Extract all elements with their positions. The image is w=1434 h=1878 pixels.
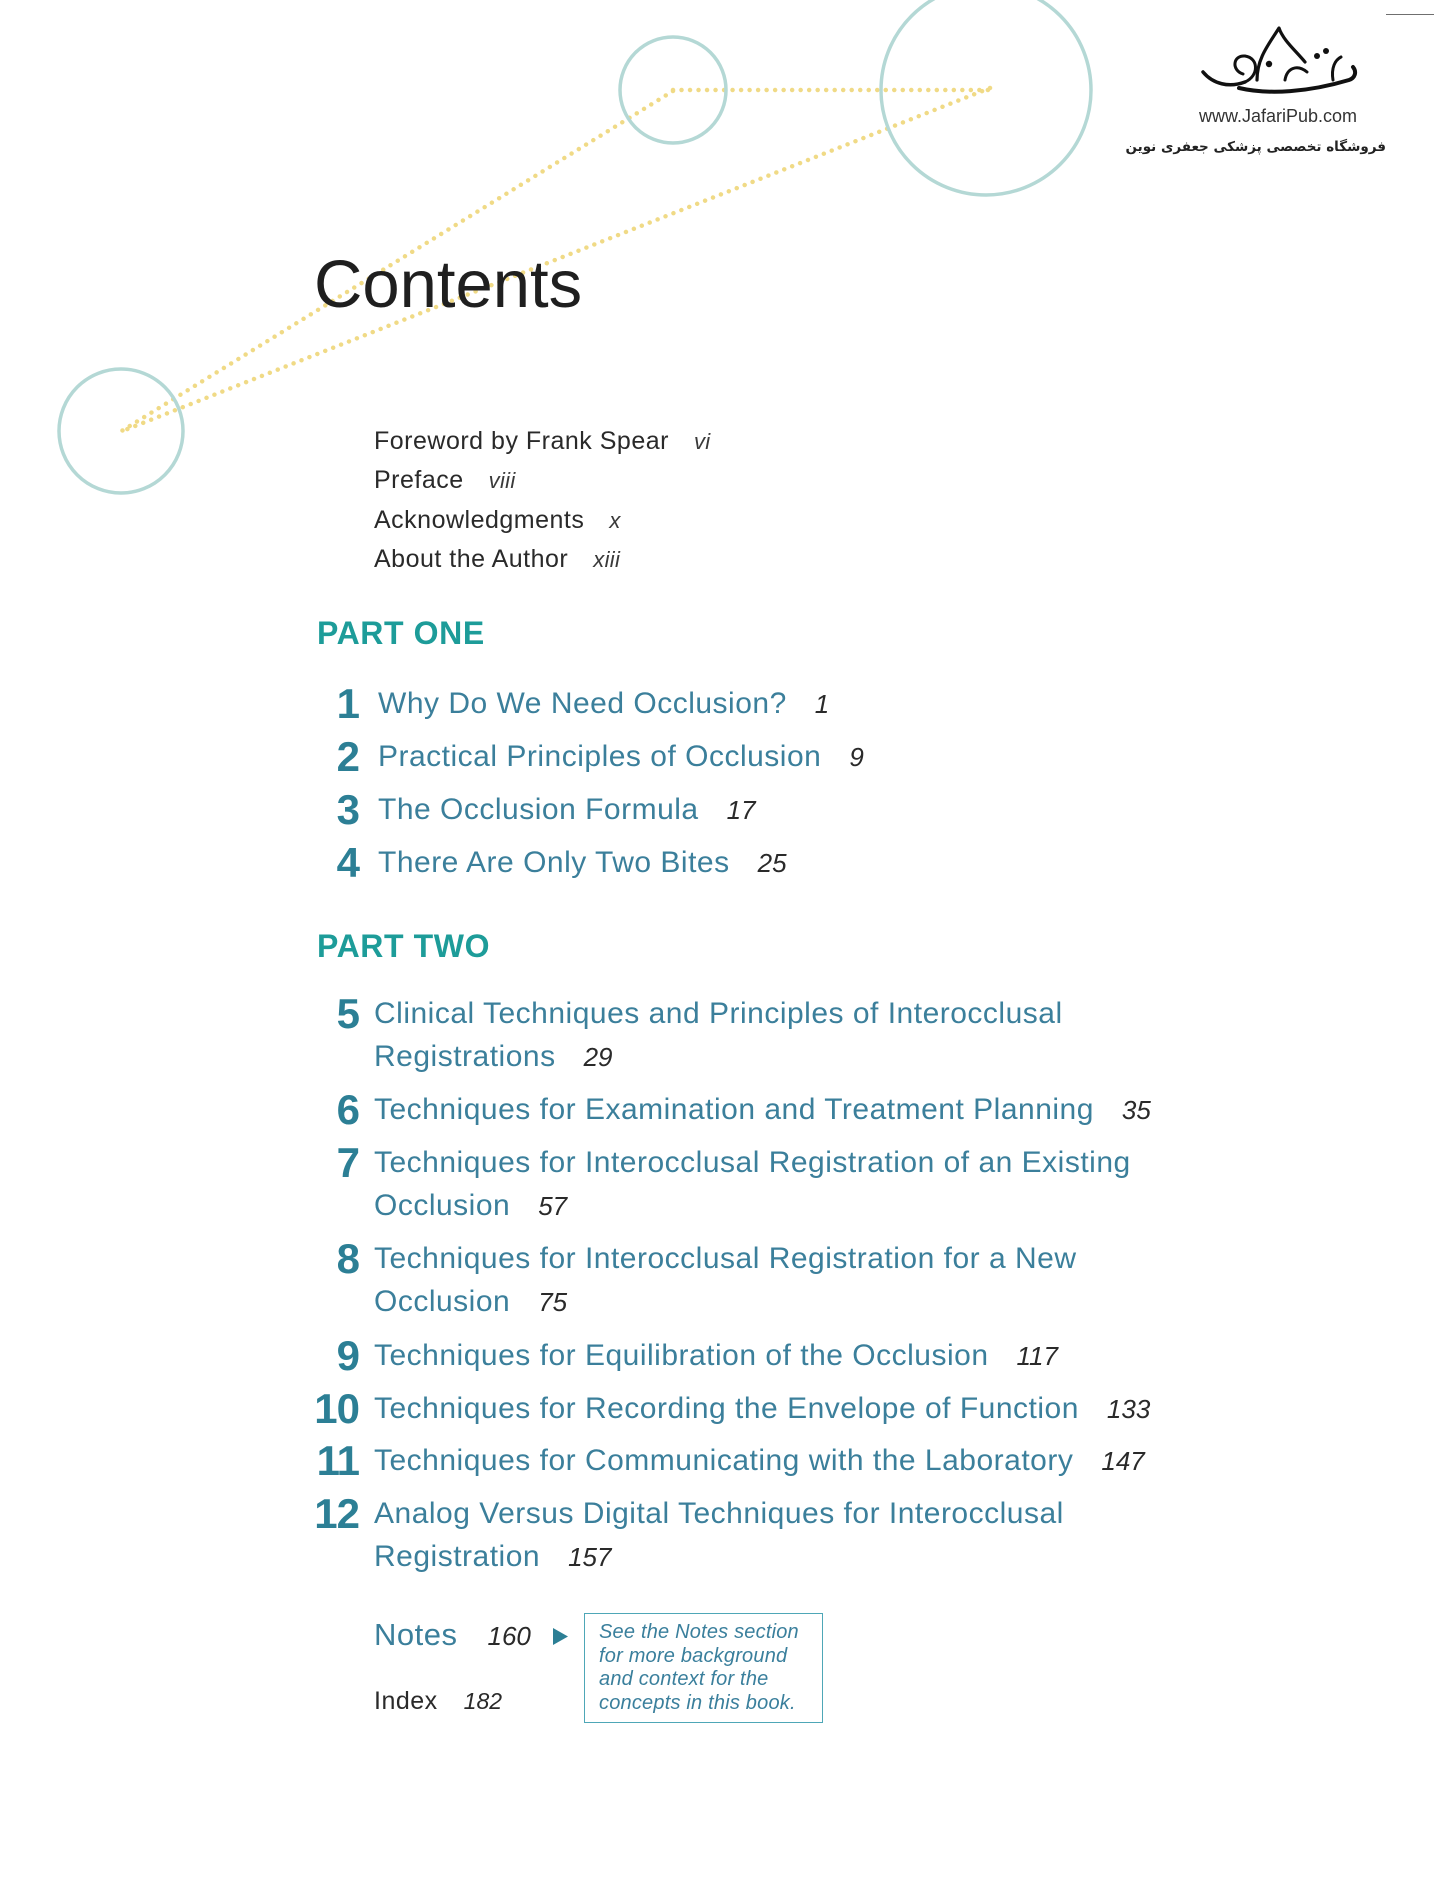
chapter-title-text: Practical Principles of Occlusion bbox=[378, 740, 822, 773]
chapter-title-line: Techniques for Interocclusal Registration of an Existing bbox=[374, 1146, 1131, 1179]
notes-entry bbox=[374, 1615, 531, 1656]
callout-line: and context for the bbox=[599, 1668, 769, 1690]
front-matter-item bbox=[374, 501, 710, 540]
chapter-number: 5 bbox=[336, 990, 359, 1037]
chapter-title-line bbox=[374, 1088, 1151, 1132]
chapter-title bbox=[374, 1141, 1131, 1228]
decorative-ring bbox=[881, 0, 1091, 195]
front-matter-page: xiii bbox=[593, 546, 621, 572]
chapter-title-text: Techniques for Equilibration of the Occlusion bbox=[374, 1339, 989, 1372]
chapter-entry bbox=[0, 1139, 1434, 1222]
chapter-page: 117 bbox=[1016, 1341, 1058, 1371]
chapter-title-line bbox=[374, 1184, 1131, 1228]
chapter-title-line bbox=[378, 682, 829, 726]
chapter-number: 9 bbox=[336, 1332, 359, 1379]
chapter-title-line bbox=[374, 1334, 1058, 1378]
chapter-title bbox=[374, 1387, 1150, 1431]
chapter-title bbox=[378, 682, 829, 726]
notes-page: 160 bbox=[487, 1621, 531, 1651]
notes-label: Notes bbox=[374, 1617, 458, 1652]
chapter-title bbox=[374, 1237, 1077, 1324]
chapter-entry bbox=[0, 841, 1434, 884]
chapter-number: 7 bbox=[336, 1139, 359, 1186]
chapter-title bbox=[374, 992, 1063, 1079]
chapter-title-line bbox=[378, 735, 864, 779]
chapter-entry bbox=[0, 1235, 1434, 1318]
chapter-title-line bbox=[378, 788, 756, 832]
chapter-title bbox=[378, 841, 787, 885]
chapter-title-line: Analog Versus Digital Techniques for Interocclusal bbox=[374, 1497, 1064, 1530]
chapter-title-line: Clinical Techniques and Principles of Interocclusal bbox=[374, 997, 1063, 1030]
publisher-tagline: فروشگاه تخصصی پزشکی جعفری نوین bbox=[1125, 139, 1386, 155]
chapter-title-line: Techniques for Interocclusal Registration for a New bbox=[374, 1242, 1077, 1275]
front-matter-title: Preface bbox=[374, 466, 464, 495]
chapter-title-text: Techniques for Recording the Envelope of Function bbox=[374, 1392, 1079, 1425]
chapter-number: 11 bbox=[316, 1437, 359, 1484]
front-matter-title: Acknowledgments bbox=[374, 505, 585, 534]
chapter-entry bbox=[0, 1387, 1434, 1430]
publisher-url: www.JafariPub.com bbox=[1199, 106, 1358, 126]
chapter-entry bbox=[0, 1334, 1434, 1377]
chapter-title bbox=[378, 788, 756, 832]
chapter-title-text: Registration bbox=[374, 1540, 541, 1573]
chapter-page: 25 bbox=[757, 848, 787, 878]
chapter-page: 57 bbox=[538, 1191, 568, 1221]
chapter-page: 29 bbox=[583, 1042, 613, 1072]
chapter-number: 1 bbox=[336, 680, 359, 727]
notes-callout-box bbox=[584, 1613, 823, 1723]
chapter-title bbox=[374, 1492, 1064, 1579]
callout-line: for more background bbox=[599, 1644, 788, 1667]
chapter-title-text: Techniques for Communicating with the Laboratory bbox=[374, 1444, 1074, 1477]
corner-rule bbox=[1386, 14, 1434, 15]
chapter-page: 9 bbox=[849, 742, 864, 772]
chapter-title-line bbox=[374, 1439, 1145, 1483]
callout-line: See the Notes section bbox=[599, 1621, 799, 1643]
chapter-entry bbox=[0, 1490, 1434, 1573]
chapter-title-text: There Are Only Two Bites bbox=[378, 846, 730, 879]
front-matter-page: viii bbox=[488, 468, 516, 494]
front-matter-item bbox=[374, 540, 710, 579]
chapter-page: 35 bbox=[1121, 1095, 1151, 1125]
chapter-title-text: Occlusion bbox=[374, 1285, 511, 1318]
chapter-page: 157 bbox=[568, 1542, 612, 1572]
chapter-number: 6 bbox=[336, 1086, 359, 1133]
chapter-number: 8 bbox=[336, 1235, 359, 1282]
index-entry bbox=[374, 1681, 502, 1721]
chapter-entry bbox=[0, 1088, 1434, 1131]
front-matter-item bbox=[374, 461, 710, 500]
chapter-entry bbox=[0, 990, 1434, 1073]
callout-line: concepts in this book. bbox=[599, 1691, 796, 1714]
chapter-entry bbox=[0, 682, 1434, 725]
front-matter-title: About the Author bbox=[374, 544, 569, 573]
chapter-title-text: Occlusion bbox=[374, 1189, 511, 1222]
chapter-title-text: Techniques for Examination and Treatment Planning bbox=[374, 1093, 1094, 1126]
chapter-title bbox=[378, 735, 864, 779]
index-page: 182 bbox=[463, 1688, 503, 1714]
chapter-page: 133 bbox=[1106, 1394, 1151, 1424]
front-matter-list bbox=[374, 422, 710, 579]
triangle-right-icon bbox=[552, 1627, 569, 1646]
chapter-number: 4 bbox=[336, 839, 359, 886]
chapter-number: 10 bbox=[314, 1385, 359, 1432]
part-two-heading: PART TWO bbox=[317, 928, 491, 964]
chapter-number: 2 bbox=[336, 733, 359, 780]
part-one-heading: PART ONE bbox=[317, 615, 485, 651]
chapter-title-line bbox=[374, 1280, 1077, 1324]
chapter-title bbox=[374, 1334, 1058, 1378]
chapter-title bbox=[374, 1088, 1151, 1132]
chapter-entry bbox=[0, 1439, 1434, 1482]
front-matter-title: Foreword by Frank Spear bbox=[374, 427, 669, 455]
page-title: Contents bbox=[314, 247, 583, 322]
chapter-number: 3 bbox=[336, 786, 359, 833]
chapter-number: 12 bbox=[314, 1490, 359, 1537]
chapter-page: 147 bbox=[1101, 1446, 1145, 1476]
calligraphy-logo-icon bbox=[1199, 22, 1359, 102]
chapter-title-text: The Occlusion Formula bbox=[378, 793, 699, 826]
chapter-page: 75 bbox=[538, 1287, 568, 1317]
front-matter-page: vi bbox=[693, 429, 711, 454]
chapter-title-text: Why Do We Need Occlusion? bbox=[378, 687, 787, 720]
chapter-title-line bbox=[378, 841, 787, 885]
chapter-page: 1 bbox=[814, 689, 830, 719]
chapter-entry bbox=[0, 735, 1434, 778]
index-label: Index bbox=[374, 1687, 438, 1715]
chapter-title-line bbox=[374, 1387, 1150, 1431]
chapter-title-text: Registrations bbox=[374, 1040, 556, 1073]
front-matter-item bbox=[374, 422, 710, 461]
chapter-title bbox=[374, 1439, 1145, 1483]
chapter-title-line bbox=[374, 1535, 1064, 1579]
front-matter-page: x bbox=[609, 507, 621, 533]
chapter-entry bbox=[0, 788, 1434, 831]
chapter-title-line bbox=[374, 1035, 1063, 1079]
chapter-page: 17 bbox=[726, 795, 756, 825]
